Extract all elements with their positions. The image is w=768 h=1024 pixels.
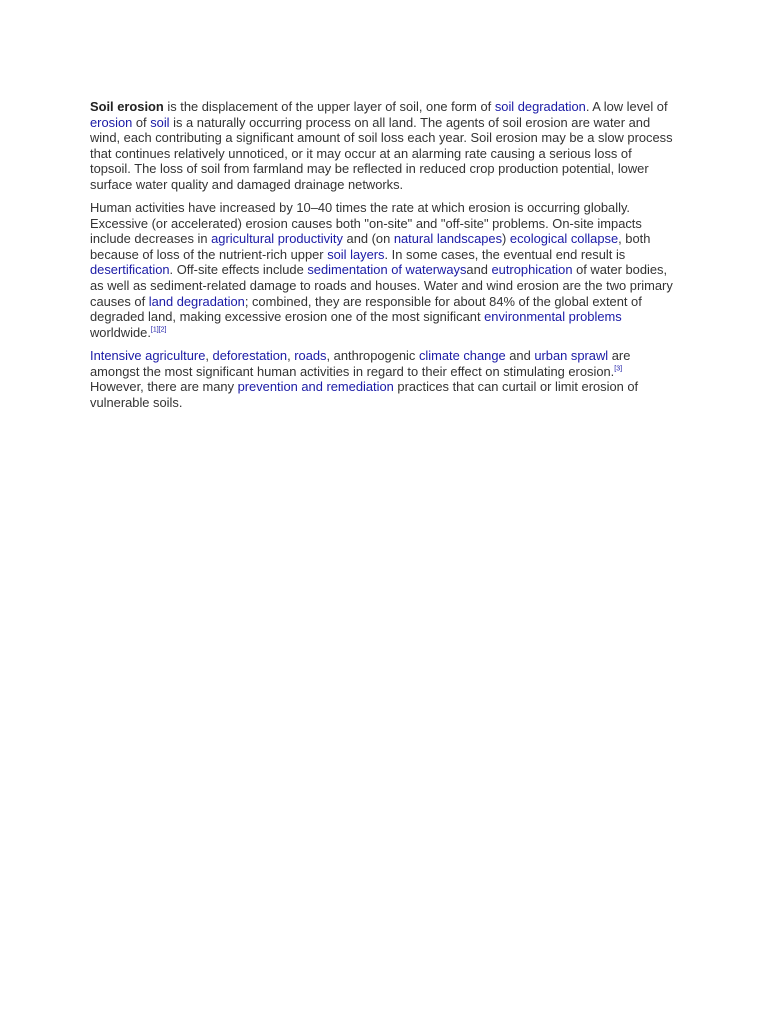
paragraph-intro [90, 99, 675, 193]
text: of [132, 114, 151, 130]
text: is the displacement of the upper layer of soil, one form of [163, 99, 495, 114]
link-environmental-problems[interactable]: environmental problems [484, 309, 622, 325]
text: and [466, 262, 492, 278]
text: . A low level of [585, 99, 668, 114]
text: However, there are many [90, 379, 238, 395]
paragraph-causes [90, 348, 675, 410]
text: of water bodies, as well as sediment-related damage to roads and houses. Water and wind erosion are the two primary causes of [90, 262, 673, 309]
link-intensive-agriculture[interactable]: Intensive agriculture [90, 347, 206, 363]
text: , [287, 347, 295, 363]
text: worldwide. [90, 324, 151, 340]
link-natural-landscapes[interactable]: natural landscapes [393, 231, 503, 247]
term-soil-erosion: Soil erosion [90, 99, 164, 114]
link-soil[interactable]: soil [150, 114, 170, 130]
article-body [90, 99, 675, 418]
text: ) [502, 231, 510, 247]
link-agricultural-productivity[interactable]: agricultural productivity [211, 231, 343, 247]
link-soil-layers[interactable]: soil layers [327, 246, 385, 262]
text: , anthropogenic [326, 347, 419, 363]
link-ecological-collapse[interactable]: ecological collapse [509, 231, 619, 247]
text: , [205, 347, 213, 363]
text: practices that can curtail or limit erosion of vulnerable soils. [90, 379, 639, 410]
link-eutrophication[interactable]: eutrophication [491, 262, 573, 278]
link-prevention-and-remediation[interactable]: prevention and remediation [237, 379, 394, 395]
text: . In some cases, the eventual end result is [384, 246, 626, 262]
link-desertification[interactable]: desertification [90, 262, 170, 278]
link-deforestation[interactable]: deforestation [212, 347, 288, 363]
text: . Off-site effects include [169, 262, 308, 278]
link-soil-degradation[interactable]: soil degradation [494, 99, 586, 114]
text: ; combined, they are responsible for about 84% of the global extent of degraded land, making excessive erosion one of the most significant [90, 293, 642, 325]
text: and [505, 347, 535, 363]
text: is a naturally occurring process on all land. The agents of soil erosion are water and wind, each contributing a significant amount of soil loss each year. Soil erosion may be a slow process that continues relatively unnoticed, or it may occur at an alarming rate causing a serious loss of topsoil. The loss of soil from farmland may be reflected in reduced crop production potential, lower surface water quality and damaged drainage networks. [90, 114, 673, 192]
text: and (on [342, 231, 394, 247]
paragraph-human-activities [90, 200, 675, 340]
link-sedimentation-of-waterways[interactable]: sedimentation of waterways [307, 262, 467, 278]
citation-3[interactable]: [3] [614, 365, 623, 373]
text: Human activities have increased by 10–40 times the rate at which erosion is occurring globally. Excessive (or accelerated) erosion causes both "on-site" and "off-site" problems. On-site impacts include decreases in [90, 200, 642, 247]
text: , both because of loss of the nutrient-rich upper [90, 231, 651, 262]
link-urban-sprawl[interactable]: urban sprawl [534, 347, 609, 363]
link-erosion[interactable]: erosion [90, 114, 133, 130]
link-roads[interactable]: roads [294, 347, 327, 363]
citation-1[interactable]: [1] [150, 326, 159, 334]
link-land-degradation[interactable]: land degradation [148, 293, 245, 309]
citation-2[interactable]: [2] [158, 326, 167, 334]
text: are amongst the most significant human activities in regard to their effect on stimulating erosion. [90, 347, 631, 379]
link-climate-change[interactable]: climate change [418, 347, 506, 363]
